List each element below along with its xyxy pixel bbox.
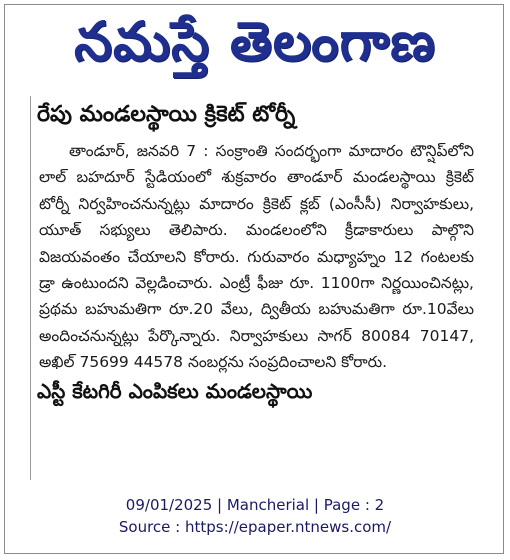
article-body: తాండూర్, జనవరి 7 : సంక్రాంతి సందర్భంగా మాదారం టౌన్షిప్‌లోని లాల్ బహదూర్ స్టేడియంలో శుక్రవారం తాండూర్ మండలస్థాయి క్రికెట్ టోర్నీ నిర్వహించనున్నట్లు మాదారం క్రికెట్ క్లబ్ (ఎంసీసీ) నిర్వాహకులు, యూత్ సభ్యులు తెలిపారు. మండలంలోని క్రీడాకారులు పాల్గొని విజయవంతం చేయాలని కోరారు. గురువారం మధ్యాహ్నం 12 గంటలకు డ్రా ఉంటుందని వెల్లడించారు. ఎంట్రీ ఫీజు రూ. 1100గా నిర్ణయించినట్లు, ప్రథమ బహుమతిగా రూ.20 వేలు, ద్వితీయ బహుమతిగా రూ.10వేలు అందించనున్నట్లు పేర్కొన్నారు. నిర్వాహకులు సాగర్ 80084 70147, అఖిల్ 75699 44578 నంబర్లను సంప్రదించాలని కోరారు. [39, 142, 474, 372]
newspaper-masthead: నమస్తే తెలంగాణ [74, 10, 436, 73]
column-rule [30, 96, 31, 480]
edition-info: 09/01/2025 | Mancherial | Page : 2 [125, 496, 385, 514]
clipping-footer [0, 494, 510, 538]
next-article-headline: ఎస్టీ కేటగిరీ ఎంపికలు మండలస్థాయి [37, 378, 313, 403]
article-headline: రేపు మండలస్థాయి క్రికెట్ టోర్నీ [37, 102, 296, 127]
source-link[interactable]: Source : https://epaper.ntnews.com/ [118, 518, 392, 536]
article-clipping [33, 96, 474, 480]
